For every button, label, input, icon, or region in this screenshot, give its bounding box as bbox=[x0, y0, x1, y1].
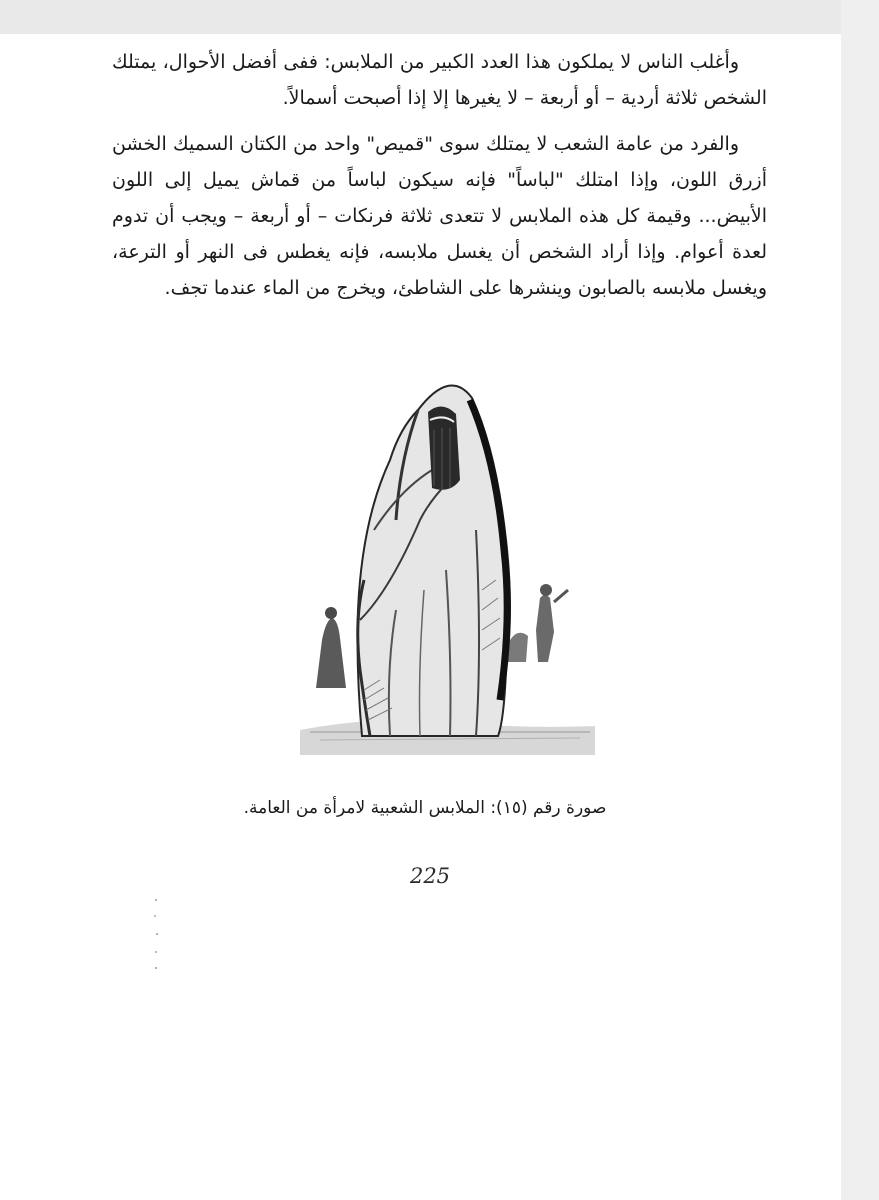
body-text bbox=[112, 44, 767, 306]
figure-illustration bbox=[300, 370, 595, 755]
scrollbar-track[interactable] bbox=[841, 0, 879, 1200]
page-number: 225 bbox=[409, 864, 451, 888]
document-page bbox=[0, 34, 841, 1200]
veiled-woman-engraving bbox=[300, 370, 595, 755]
paragraph-1: وأغلب الناس لا يملكون هذا العدد الكبير من الملابس: ففى أفضل الأحوال، يمتلك الشخص ثلاثة أردية – أو أربعة – لا يغيرها إلا إذا أصبحت أسمالاً. bbox=[112, 51, 767, 109]
scan-specks bbox=[152, 894, 160, 974]
figure-caption: صورة رقم (١٥): الملابس الشعبية لامرأة من العامة. bbox=[243, 798, 607, 818]
paragraph-2: والفرد من عامة الشعب لا يمتلك سوى "قميص" واحد من الكتان السميك الخشن أزرق اللون، وإذا امتلك "لباساً" فإنه سيكون لباساً من قماش يميل إلى اللون الأبيض... وقيمة كل هذه الملابس لا تتعدى ثلاثة فرنكات – أو أربعة – ويجب أن تدوم لعدة أعوام. وإذا أراد الشخص أن يغسل ملابسه، فإنه يغطس فى النهر أو الترعة، ويغسل ملابسه بالصابون وينشرها على الشاطئ، ويخرج من الماء عندما تجف. bbox=[112, 133, 767, 299]
